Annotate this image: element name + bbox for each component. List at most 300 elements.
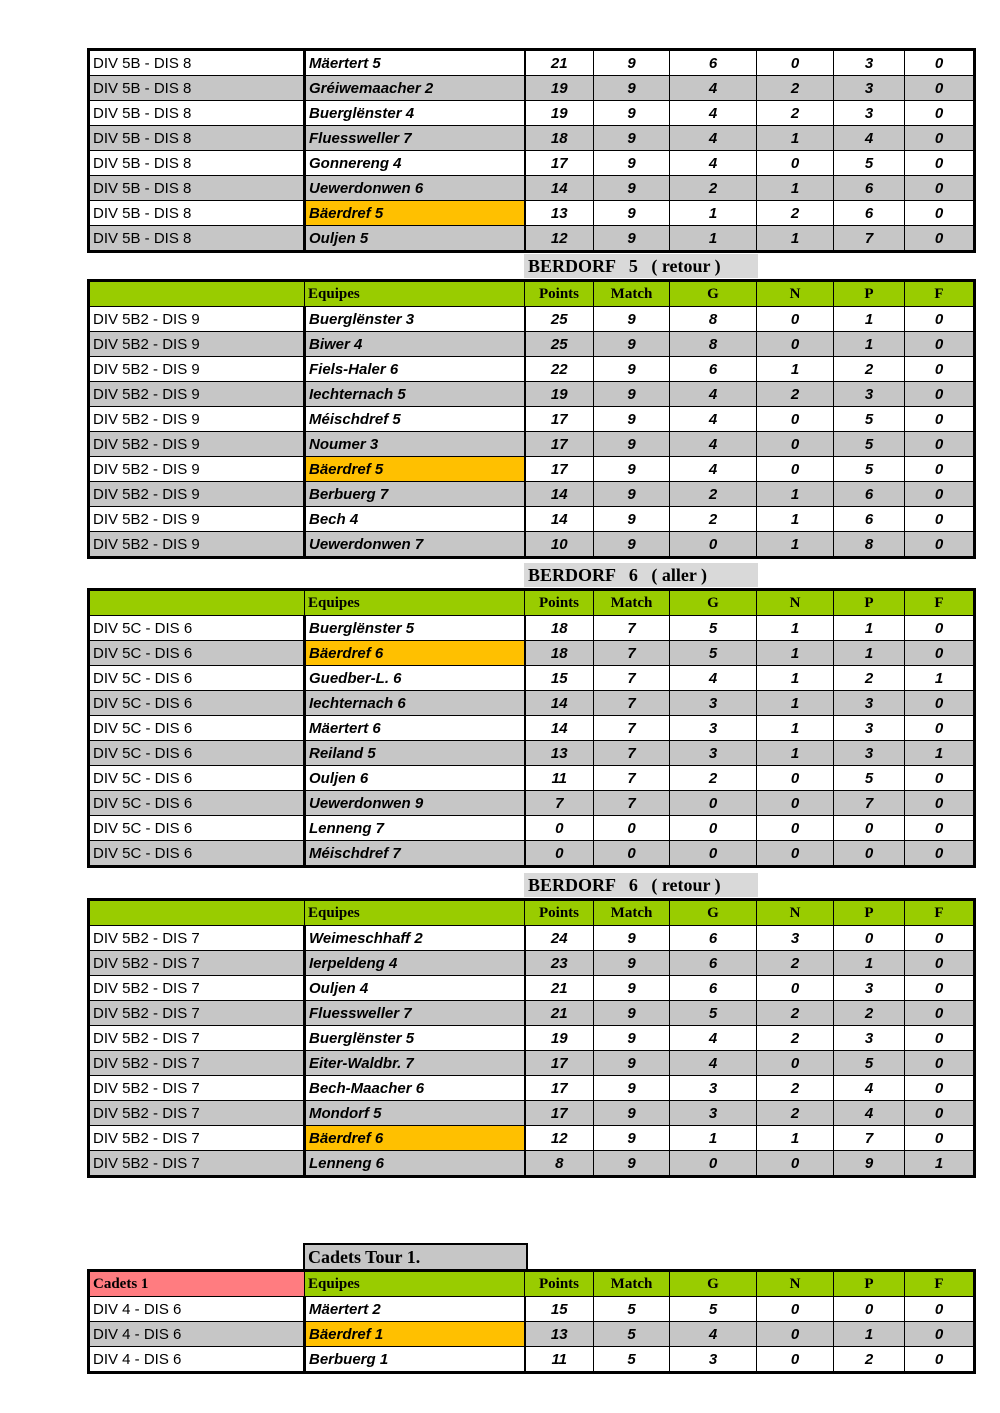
cell-g: 4 xyxy=(670,457,757,482)
column-header-f: F xyxy=(905,590,975,616)
cell-match: 9 xyxy=(594,482,670,507)
cell-team: Bäerdref 5 xyxy=(305,201,525,226)
cell-points: 17 xyxy=(525,457,594,482)
cell-f: 0 xyxy=(905,532,975,558)
cell-f: 0 xyxy=(905,457,975,482)
cell-f: 0 xyxy=(905,201,975,226)
cell-p: 2 xyxy=(834,1001,905,1026)
table-row xyxy=(89,201,975,226)
cell-division: DIV 5C - DIS 6 xyxy=(89,666,305,691)
cell-f: 0 xyxy=(905,766,975,791)
cell-g: 3 xyxy=(670,1076,757,1101)
cadets-section-title: Cadets Tour 1. xyxy=(303,1243,528,1271)
cell-n: 1 xyxy=(757,616,834,641)
cell-g: 4 xyxy=(670,432,757,457)
table-row xyxy=(89,816,975,841)
cell-g: 4 xyxy=(670,666,757,691)
cell-f: 0 xyxy=(905,691,975,716)
cell-f: 0 xyxy=(905,1026,975,1051)
cell-points: 17 xyxy=(525,432,594,457)
cell-match: 9 xyxy=(594,1076,670,1101)
header-row xyxy=(89,281,975,307)
cell-p: 5 xyxy=(834,407,905,432)
cell-n: 0 xyxy=(757,976,834,1001)
cell-n: 3 xyxy=(757,926,834,951)
cell-match: 9 xyxy=(594,357,670,382)
cell-n: 2 xyxy=(757,1001,834,1026)
cell-p: 3 xyxy=(834,382,905,407)
table-row xyxy=(89,151,975,176)
cell-n: 2 xyxy=(757,1026,834,1051)
cell-p: 4 xyxy=(834,126,905,151)
cell-division: DIV 5B2 - DIS 7 xyxy=(89,1126,305,1151)
column-header-p: P xyxy=(834,281,905,307)
table-row xyxy=(89,1051,975,1076)
cell-match: 9 xyxy=(594,432,670,457)
cell-team: Bäerdref 6 xyxy=(305,641,525,666)
cell-g: 3 xyxy=(670,716,757,741)
cell-team: Lenneng 7 xyxy=(305,816,525,841)
column-header-equipes: Equipes xyxy=(305,900,525,926)
cell-g: 2 xyxy=(670,766,757,791)
cell-match: 5 xyxy=(594,1347,670,1373)
cell-points: 8 xyxy=(525,1151,594,1177)
cell-match: 7 xyxy=(594,616,670,641)
table-row xyxy=(89,382,975,407)
cell-match: 9 xyxy=(594,201,670,226)
cell-division: DIV 5C - DIS 6 xyxy=(89,816,305,841)
header-blank-cell xyxy=(89,900,305,926)
cell-points: 12 xyxy=(525,226,594,252)
cell-f: 0 xyxy=(905,176,975,201)
cell-g: 5 xyxy=(670,1297,757,1322)
cell-n: 1 xyxy=(757,1126,834,1151)
cell-division: DIV 5C - DIS 6 xyxy=(89,741,305,766)
cell-g: 1 xyxy=(670,201,757,226)
cell-g: 6 xyxy=(670,926,757,951)
cell-n: 0 xyxy=(757,50,834,76)
cell-points: 17 xyxy=(525,1101,594,1126)
cell-points: 0 xyxy=(525,841,594,867)
cell-division: DIV 5B2 - DIS 7 xyxy=(89,1051,305,1076)
cell-p: 0 xyxy=(834,926,905,951)
cell-n: 1 xyxy=(757,716,834,741)
cell-f: 0 xyxy=(905,816,975,841)
table-row xyxy=(89,1026,975,1051)
cell-team: Méischdref 5 xyxy=(305,407,525,432)
cell-division: DIV 5B - DIS 8 xyxy=(89,76,305,101)
cell-f: 0 xyxy=(905,841,975,867)
cell-points: 14 xyxy=(525,482,594,507)
cell-n: 0 xyxy=(757,1347,834,1373)
cell-match: 7 xyxy=(594,716,670,741)
cell-g: 3 xyxy=(670,741,757,766)
cell-n: 1 xyxy=(757,666,834,691)
cell-match: 9 xyxy=(594,457,670,482)
cell-division: DIV 5B - DIS 8 xyxy=(89,226,305,252)
cell-f: 0 xyxy=(905,101,975,126)
cell-match: 9 xyxy=(594,507,670,532)
cell-n: 0 xyxy=(757,307,834,332)
cell-n: 2 xyxy=(757,201,834,226)
cell-p: 1 xyxy=(834,307,905,332)
cell-division: DIV 5B2 - DIS 7 xyxy=(89,1101,305,1126)
cell-n: 2 xyxy=(757,76,834,101)
cell-division: DIV 5B2 - DIS 9 xyxy=(89,457,305,482)
cell-match: 9 xyxy=(594,1101,670,1126)
cell-p: 3 xyxy=(834,76,905,101)
cell-f: 0 xyxy=(905,1101,975,1126)
cell-f: 0 xyxy=(905,332,975,357)
column-header-equipes: Equipes xyxy=(305,1271,525,1297)
cell-f: 1 xyxy=(905,1151,975,1177)
cell-match: 9 xyxy=(594,1026,670,1051)
table-row xyxy=(89,1126,975,1151)
cell-division: DIV 4 - DIS 6 xyxy=(89,1322,305,1347)
cell-p: 7 xyxy=(834,791,905,816)
table-row xyxy=(89,101,975,126)
table-row xyxy=(89,1297,975,1322)
cell-p: 3 xyxy=(834,50,905,76)
table-row xyxy=(89,307,975,332)
cell-division: DIV 5C - DIS 6 xyxy=(89,766,305,791)
section-title-berdorf-6-retour: BERDORF 6 ( retour ) xyxy=(524,873,758,897)
cell-f: 0 xyxy=(905,307,975,332)
cell-p: 3 xyxy=(834,1026,905,1051)
cadets-label: Cadets 1 xyxy=(89,1271,305,1297)
cell-f: 0 xyxy=(905,226,975,252)
cell-n: 0 xyxy=(757,457,834,482)
table-row xyxy=(89,766,975,791)
cell-match: 9 xyxy=(594,976,670,1001)
cell-points: 13 xyxy=(525,741,594,766)
cell-division: DIV 5B2 - DIS 7 xyxy=(89,1001,305,1026)
cell-match: 9 xyxy=(594,1051,670,1076)
cell-p: 2 xyxy=(834,357,905,382)
cell-p: 3 xyxy=(834,691,905,716)
cell-match: 9 xyxy=(594,76,670,101)
standings-table-berdorf-6-retour xyxy=(87,898,976,1178)
column-header-g: G xyxy=(670,590,757,616)
cell-team: Bäerdref 1 xyxy=(305,1322,525,1347)
column-header-f: F xyxy=(905,281,975,307)
cell-points: 13 xyxy=(525,1322,594,1347)
cell-match: 7 xyxy=(594,791,670,816)
cell-team: Eiter-Waldbr. 7 xyxy=(305,1051,525,1076)
cell-points: 18 xyxy=(525,126,594,151)
cell-division: DIV 5B2 - DIS 9 xyxy=(89,407,305,432)
cell-team: Uewerdonwen 7 xyxy=(305,532,525,558)
cell-f: 0 xyxy=(905,482,975,507)
cell-g: 2 xyxy=(670,507,757,532)
cell-g: 3 xyxy=(670,691,757,716)
cell-f: 0 xyxy=(905,432,975,457)
cell-team: Biwer 4 xyxy=(305,332,525,357)
table-row xyxy=(89,641,975,666)
cell-g: 0 xyxy=(670,841,757,867)
cell-p: 4 xyxy=(834,1101,905,1126)
cell-p: 1 xyxy=(834,616,905,641)
cell-g: 0 xyxy=(670,816,757,841)
cell-points: 25 xyxy=(525,307,594,332)
table-row xyxy=(89,126,975,151)
cell-f: 0 xyxy=(905,926,975,951)
cell-n: 1 xyxy=(757,482,834,507)
table-row xyxy=(89,1322,975,1347)
cell-p: 1 xyxy=(834,641,905,666)
cell-team: Bäerdref 6 xyxy=(305,1126,525,1151)
table-row xyxy=(89,407,975,432)
cell-match: 9 xyxy=(594,307,670,332)
table-row xyxy=(89,926,975,951)
column-header-points: Points xyxy=(525,590,594,616)
cell-points: 15 xyxy=(525,1297,594,1322)
table-row xyxy=(89,332,975,357)
cell-team: Lenneng 6 xyxy=(305,1151,525,1177)
table-row xyxy=(89,791,975,816)
column-header-g: G xyxy=(670,900,757,926)
cell-division: DIV 5B2 - DIS 7 xyxy=(89,1026,305,1051)
column-header-match: Match xyxy=(594,590,670,616)
cell-f: 1 xyxy=(905,666,975,691)
standings-table-berdorf-6-aller xyxy=(87,588,976,868)
cell-p: 1 xyxy=(834,1322,905,1347)
cell-g: 5 xyxy=(670,1001,757,1026)
table-row xyxy=(89,691,975,716)
cell-division: DIV 5B - DIS 8 xyxy=(89,50,305,76)
cell-team: Fluessweller 7 xyxy=(305,1001,525,1026)
cell-match: 9 xyxy=(594,176,670,201)
cell-f: 0 xyxy=(905,1076,975,1101)
cell-f: 0 xyxy=(905,1347,975,1373)
cell-f: 0 xyxy=(905,951,975,976)
cell-division: DIV 5B2 - DIS 7 xyxy=(89,926,305,951)
cell-f: 0 xyxy=(905,1001,975,1026)
cell-f: 0 xyxy=(905,1126,975,1151)
cell-p: 3 xyxy=(834,976,905,1001)
cell-p: 5 xyxy=(834,432,905,457)
cell-p: 5 xyxy=(834,1051,905,1076)
cell-n: 0 xyxy=(757,1051,834,1076)
cell-f: 0 xyxy=(905,76,975,101)
cell-n: 0 xyxy=(757,151,834,176)
cell-g: 8 xyxy=(670,307,757,332)
cell-match: 7 xyxy=(594,691,670,716)
header-row xyxy=(89,590,975,616)
cell-points: 25 xyxy=(525,332,594,357)
cell-match: 9 xyxy=(594,1151,670,1177)
cell-p: 3 xyxy=(834,741,905,766)
column-header-p: P xyxy=(834,1271,905,1297)
column-header-f: F xyxy=(905,1271,975,1297)
cell-n: 2 xyxy=(757,382,834,407)
column-header-n: N xyxy=(757,590,834,616)
cell-team: Iechternach 6 xyxy=(305,691,525,716)
cell-g: 4 xyxy=(670,126,757,151)
cell-team: Ouljen 6 xyxy=(305,766,525,791)
cell-n: 2 xyxy=(757,1101,834,1126)
cell-n: 0 xyxy=(757,332,834,357)
cell-p: 0 xyxy=(834,816,905,841)
cell-p: 8 xyxy=(834,532,905,558)
cell-p: 2 xyxy=(834,1347,905,1373)
cell-match: 9 xyxy=(594,1001,670,1026)
cell-points: 23 xyxy=(525,951,594,976)
cell-g: 2 xyxy=(670,482,757,507)
cell-g: 2 xyxy=(670,176,757,201)
cell-n: 1 xyxy=(757,507,834,532)
cell-p: 5 xyxy=(834,151,905,176)
cell-match: 9 xyxy=(594,101,670,126)
standings-table-cadets xyxy=(87,1269,976,1374)
cell-g: 3 xyxy=(670,1347,757,1373)
cell-match: 9 xyxy=(594,1126,670,1151)
cell-g: 4 xyxy=(670,76,757,101)
cell-g: 6 xyxy=(670,976,757,1001)
cell-team: Mäertert 2 xyxy=(305,1297,525,1322)
cell-f: 0 xyxy=(905,382,975,407)
cell-p: 6 xyxy=(834,176,905,201)
column-header-p: P xyxy=(834,590,905,616)
cell-g: 6 xyxy=(670,50,757,76)
cell-points: 18 xyxy=(525,616,594,641)
cell-p: 5 xyxy=(834,457,905,482)
cell-g: 6 xyxy=(670,357,757,382)
column-header-n: N xyxy=(757,900,834,926)
cell-g: 1 xyxy=(670,226,757,252)
table-row xyxy=(89,741,975,766)
cell-points: 18 xyxy=(525,641,594,666)
cell-p: 7 xyxy=(834,226,905,252)
cell-n: 2 xyxy=(757,1076,834,1101)
cell-n: 1 xyxy=(757,532,834,558)
section-title-berdorf-6-aller: BERDORF 6 ( aller ) xyxy=(524,563,758,587)
cell-match: 0 xyxy=(594,816,670,841)
cell-n: 1 xyxy=(757,176,834,201)
cell-points: 14 xyxy=(525,507,594,532)
cell-f: 0 xyxy=(905,716,975,741)
cell-team: Buerglënster 5 xyxy=(305,616,525,641)
cell-n: 1 xyxy=(757,357,834,382)
table-row xyxy=(89,457,975,482)
cell-points: 15 xyxy=(525,666,594,691)
cell-f: 0 xyxy=(905,357,975,382)
cell-team: Weimeschhaff 2 xyxy=(305,926,525,951)
cell-points: 17 xyxy=(525,407,594,432)
cell-p: 3 xyxy=(834,716,905,741)
cell-f: 1 xyxy=(905,741,975,766)
table-row xyxy=(89,951,975,976)
column-header-n: N xyxy=(757,281,834,307)
cell-points: 14 xyxy=(525,176,594,201)
cell-f: 0 xyxy=(905,507,975,532)
cell-n: 0 xyxy=(757,841,834,867)
cell-p: 2 xyxy=(834,666,905,691)
cell-match: 9 xyxy=(594,151,670,176)
cell-g: 1 xyxy=(670,1126,757,1151)
cell-f: 0 xyxy=(905,976,975,1001)
cell-team: Iechternach 5 xyxy=(305,382,525,407)
cell-division: DIV 5B2 - DIS 9 xyxy=(89,357,305,382)
section-title-berdorf-5-retour: BERDORF 5 ( retour ) xyxy=(524,254,758,278)
cell-n: 1 xyxy=(757,741,834,766)
cell-f: 0 xyxy=(905,791,975,816)
column-header-g: G xyxy=(670,281,757,307)
cell-n: 2 xyxy=(757,951,834,976)
cell-team: Bech-Maacher 6 xyxy=(305,1076,525,1101)
cell-team: Méischdref 7 xyxy=(305,841,525,867)
column-header-match: Match xyxy=(594,281,670,307)
cell-team: Buerglënster 4 xyxy=(305,101,525,126)
table-row xyxy=(89,532,975,558)
cell-points: 0 xyxy=(525,816,594,841)
cell-f: 0 xyxy=(905,126,975,151)
cell-g: 4 xyxy=(670,101,757,126)
cell-p: 6 xyxy=(834,482,905,507)
standings-table-berdorf-5-retour xyxy=(87,279,976,559)
cell-points: 17 xyxy=(525,1051,594,1076)
cell-match: 9 xyxy=(594,226,670,252)
cell-team: Uewerdonwen 6 xyxy=(305,176,525,201)
table-row xyxy=(89,976,975,1001)
column-header-match: Match xyxy=(594,900,670,926)
cell-team: Mondorf 5 xyxy=(305,1101,525,1126)
cell-points: 17 xyxy=(525,151,594,176)
table-row xyxy=(89,1076,975,1101)
cell-division: DIV 5C - DIS 6 xyxy=(89,641,305,666)
cell-g: 4 xyxy=(670,1026,757,1051)
cell-p: 9 xyxy=(834,1151,905,1177)
cell-n: 0 xyxy=(757,1297,834,1322)
table-row xyxy=(89,1151,975,1177)
cell-division: DIV 5C - DIS 6 xyxy=(89,716,305,741)
cell-match: 5 xyxy=(594,1297,670,1322)
cell-match: 7 xyxy=(594,741,670,766)
cell-g: 0 xyxy=(670,532,757,558)
cell-points: 19 xyxy=(525,1026,594,1051)
cell-team: Mäertert 5 xyxy=(305,50,525,76)
cell-division: DIV 5B2 - DIS 7 xyxy=(89,976,305,1001)
column-header-equipes: Equipes xyxy=(305,281,525,307)
cell-g: 6 xyxy=(670,951,757,976)
table-row xyxy=(89,1001,975,1026)
cell-g: 4 xyxy=(670,1051,757,1076)
cell-n: 1 xyxy=(757,691,834,716)
cell-points: 10 xyxy=(525,532,594,558)
cell-match: 9 xyxy=(594,126,670,151)
cell-team: Uewerdonwen 9 xyxy=(305,791,525,816)
standings-table-div5b xyxy=(87,48,976,253)
cell-n: 0 xyxy=(757,1322,834,1347)
cell-match: 9 xyxy=(594,407,670,432)
cell-f: 0 xyxy=(905,616,975,641)
cell-division: DIV 5B - DIS 8 xyxy=(89,101,305,126)
cell-g: 3 xyxy=(670,1101,757,1126)
cell-points: 22 xyxy=(525,357,594,382)
cell-division: DIV 5B2 - DIS 9 xyxy=(89,382,305,407)
column-header-match: Match xyxy=(594,1271,670,1297)
table-row xyxy=(89,1101,975,1126)
cell-team: Bech 4 xyxy=(305,507,525,532)
cell-f: 0 xyxy=(905,407,975,432)
cell-team: Ierpeldeng 4 xyxy=(305,951,525,976)
cell-team: Gréiwemaacher 2 xyxy=(305,76,525,101)
cell-division: DIV 5B2 - DIS 7 xyxy=(89,1076,305,1101)
table-row xyxy=(89,482,975,507)
cell-division: DIV 5B2 - DIS 9 xyxy=(89,332,305,357)
cell-match: 7 xyxy=(594,641,670,666)
cell-f: 0 xyxy=(905,1051,975,1076)
